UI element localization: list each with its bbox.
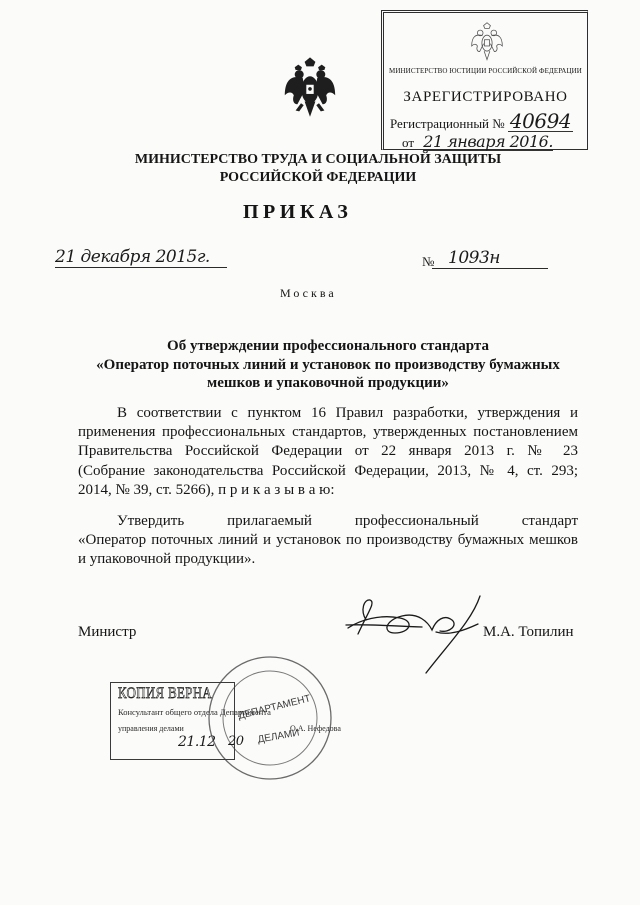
signatory-position: Министр bbox=[78, 624, 137, 640]
registration-status: ЗАРЕГИСТРИРОВАНО bbox=[403, 89, 568, 105]
order-number: 1093н bbox=[448, 248, 500, 268]
title-line: «Оператор поточных линий и установок по производству бумажных bbox=[96, 356, 560, 373]
order-date: 21 декабря 2015г. bbox=[55, 247, 210, 267]
document-type: ПРИКАЗ bbox=[243, 201, 353, 223]
paragraph-line: (Собрание законодательства Российской Федерации, 2013, № 4, ст. 293; bbox=[78, 462, 578, 479]
registration-number: 40694 bbox=[509, 109, 572, 133]
ministry-name bbox=[0, 151, 636, 187]
registration-number-label: Регистрационный № bbox=[390, 116, 505, 131]
copy-stamp-line-2: управления делами bbox=[118, 724, 184, 733]
paragraph-line: и упаковочной продукции». bbox=[78, 551, 256, 568]
paragraph-line: «Оператор поточных линий и установок по производству бумажных мешков bbox=[78, 532, 578, 549]
registration-stamp bbox=[381, 10, 588, 150]
copy-stamp-name: О.А. Нефедова bbox=[290, 724, 341, 733]
order-title bbox=[78, 337, 578, 393]
seal-text-top: ДЕПАРТАМЕНТ bbox=[237, 693, 312, 722]
paragraph-line: Утвердить прилагаемый профессиональный стандарт bbox=[117, 513, 578, 529]
title-line: мешков и упаковочной продукции» bbox=[207, 375, 449, 392]
registration-date-label: от bbox=[402, 135, 415, 150]
copy-stamp-date-day: 21.12 bbox=[178, 734, 216, 750]
registration-number-row bbox=[390, 111, 573, 133]
registration-date-row bbox=[402, 133, 553, 153]
city: Москва bbox=[280, 286, 337, 300]
coat-of-arms-icon bbox=[283, 55, 337, 121]
paragraph-2 bbox=[78, 512, 578, 570]
registration-date: 21 января 2016. bbox=[423, 132, 553, 151]
paragraph-line: Правительства Российской Федерации от 22 января 2013 г. № 23 bbox=[78, 443, 578, 460]
copy-stamp-label: КОПИЯ ВЕРНА bbox=[118, 685, 213, 702]
signatory-name: М.А. Топилин bbox=[483, 624, 574, 640]
order-number-label: № bbox=[422, 254, 435, 269]
paragraph-line: применения профессиональных стандартов, утвержденных постановлением bbox=[78, 424, 578, 441]
seal-text-bottom: ДЕЛАМИ bbox=[256, 727, 301, 746]
copy-stamp-line-1: Консультант общего отдела Департамента bbox=[118, 707, 271, 717]
copy-stamp-date-year: 20 bbox=[228, 734, 244, 749]
paragraph-1 bbox=[78, 404, 578, 500]
title-line: Об утверждении профессионального стандарта bbox=[167, 338, 489, 354]
ministry-line-1: МИНИСТЕРСТВО ТРУДА И СОЦИАЛЬНОЙ ЗАЩИТЫ bbox=[134, 152, 502, 167]
handwritten-signature bbox=[340, 580, 490, 680]
paragraph-line: В соответствии с пунктом 16 Правил разработки, утверждения и bbox=[117, 405, 578, 421]
order-number-underline bbox=[432, 268, 548, 269]
registration-ministry: МИНИСТЕРСТВО ЮСТИЦИИ РОССИЙСКОЙ ФЕДЕРАЦИИ bbox=[389, 67, 582, 75]
ministry-line-2: РОССИЙСКОЙ ФЕДЕРАЦИИ bbox=[219, 170, 417, 185]
coat-of-arms-icon bbox=[470, 21, 504, 63]
order-date-underline bbox=[55, 267, 227, 268]
paragraph-line: 2014, № 39, ст. 5266), п р и к а з ы в а ю: bbox=[78, 481, 335, 498]
